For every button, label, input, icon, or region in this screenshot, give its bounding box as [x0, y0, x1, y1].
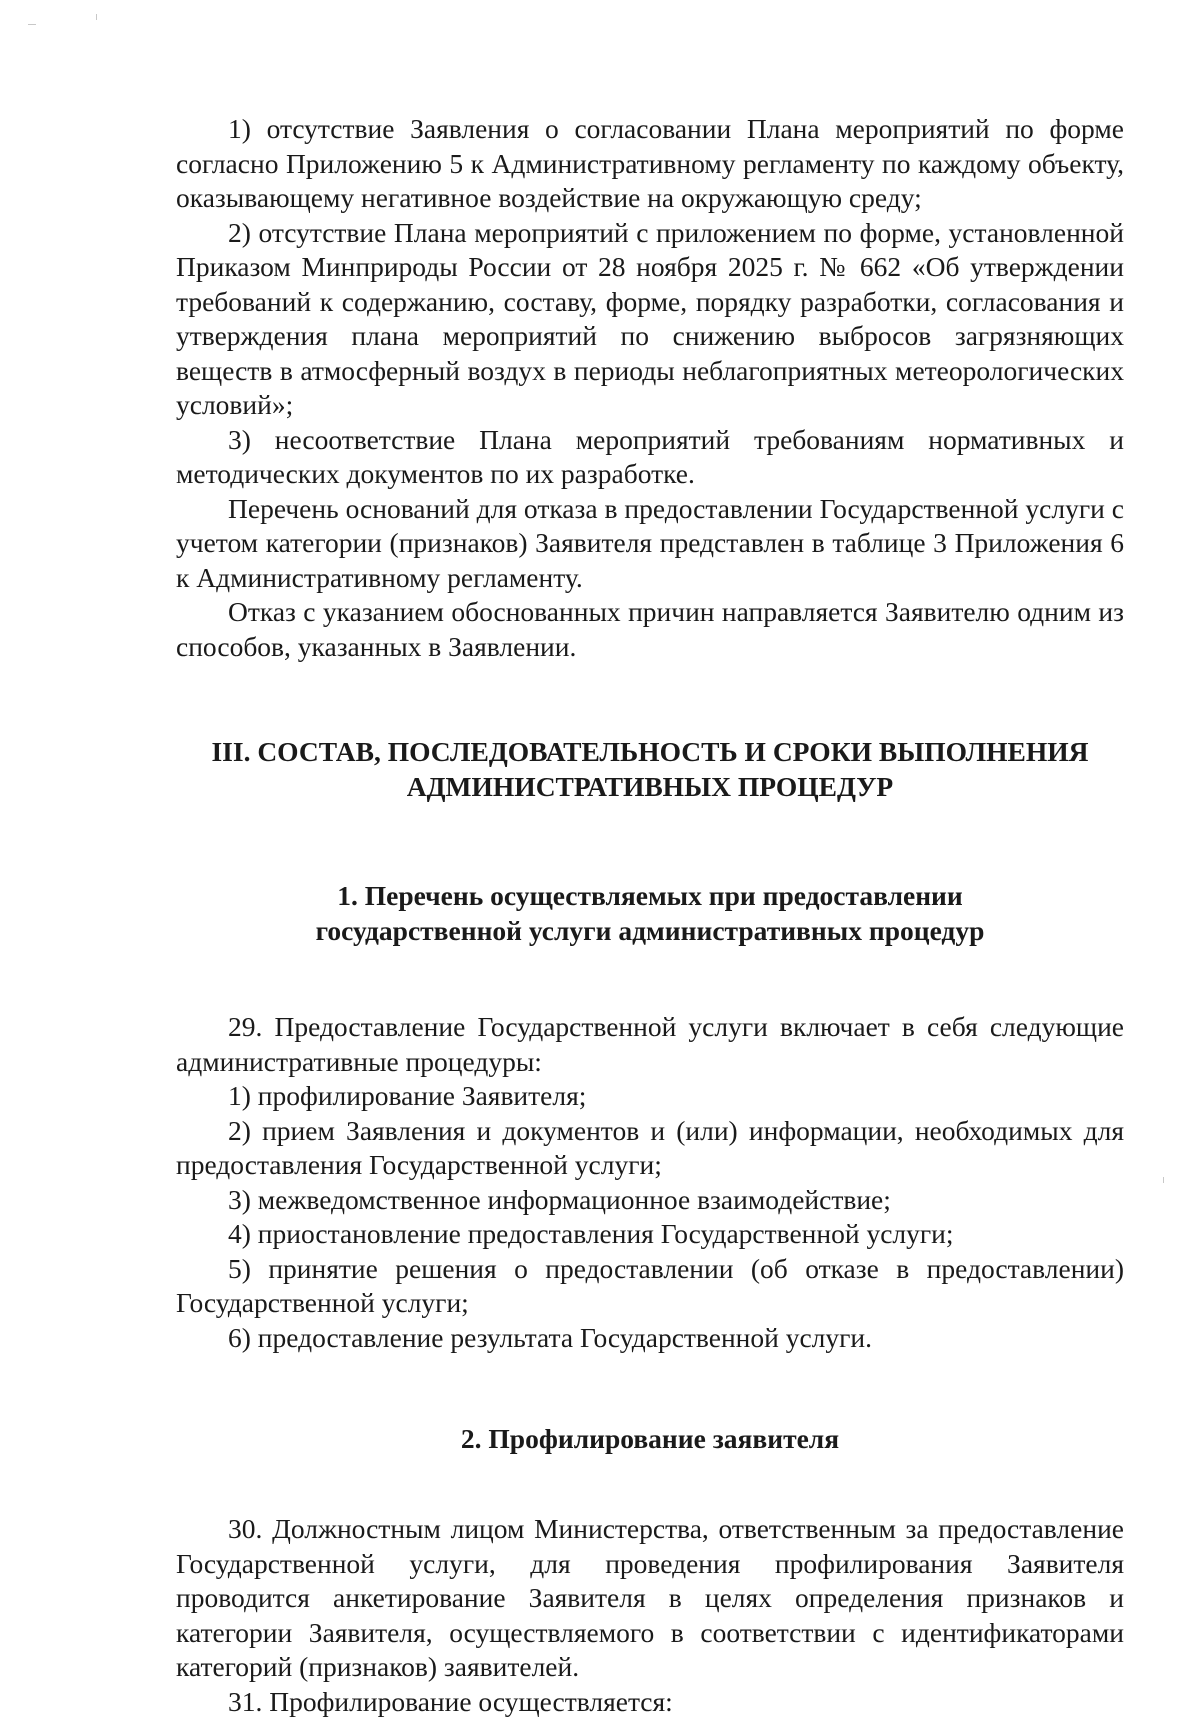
- spacer: [176, 1355, 1124, 1421]
- list-item: 2) прием Заявления и документов и (или) информации, необходимых для предоставления Государственной услуги;: [176, 1114, 1124, 1183]
- spacer: [176, 1456, 1124, 1512]
- document-body: [176, 112, 1124, 1719]
- spacer: [176, 804, 1124, 878]
- scan-artifact: [1163, 1177, 1164, 1183]
- list-item: 5) принятие решения о предоставлении (об отказе в предоставлении) Государственной услуги;: [176, 1252, 1124, 1321]
- subsection-heading: [176, 1421, 1124, 1456]
- list-item: 3) межведомственное информационное взаимодействие;: [176, 1183, 1124, 1218]
- section-heading: [176, 734, 1124, 804]
- scan-artifact: [28, 24, 36, 25]
- subsection-heading-line: 2. Профилирование заявителя: [176, 1421, 1124, 1456]
- paragraph: 30. Должностным лицом Министерства, ответственным за предоставление Государственной услуги, для проведения профилирования Заявителя проводится анкетирование Заявителя в целях определения признаков и категории Заявителя, осуществляемого в соответствии с идентификаторами категорий (признаков) заявителей.: [176, 1512, 1124, 1685]
- subsection-heading-line: государственной услуги административных процедур: [176, 913, 1124, 948]
- list-item: 4) приостановление предоставления Государственной услуги;: [176, 1217, 1124, 1252]
- subsection-heading-line: 1. Перечень осуществляемых при предоставлении: [176, 878, 1124, 913]
- paragraph: 29. Предоставление Государственной услуги включает в себя следующие административные процедуры:: [176, 1010, 1124, 1079]
- paragraph: 31. Профилирование осуществляется:: [176, 1685, 1124, 1719]
- spacer: [176, 948, 1124, 1010]
- paragraph: Отказ с указанием обоснованных причин направляется Заявителю одним из способов, указанных в Заявлении.: [176, 595, 1124, 664]
- scan-artifact: [96, 14, 97, 20]
- list-item: 1) профилирование Заявителя;: [176, 1079, 1124, 1114]
- section-heading-line: III. СОСТАВ, ПОСЛЕДОВАТЕЛЬНОСТЬ И СРОКИ ВЫПОЛНЕНИЯ: [176, 734, 1124, 769]
- list-item: 6) предоставление результата Государственной услуги.: [176, 1321, 1124, 1356]
- list-item: 2) отсутствие Плана мероприятий с приложением по форме, установленной Приказом Минприроды России от 28 ноября 2025 г. № 662 «Об утверждении требований к содержанию, составу, форме, порядку разработки, согласования и утверждения плана мероприятий по снижению выбросов загрязняющих веществ в атмосферный воздух в периоды неблагоприятных метеорологических условий»;: [176, 216, 1124, 423]
- list-item: 3) несоответствие Плана мероприятий требованиям нормативных и методических документов по их разработке.: [176, 423, 1124, 492]
- section-heading-line: АДМИНИСТРАТИВНЫХ ПРОЦЕДУР: [176, 769, 1124, 804]
- subsection-heading: [176, 878, 1124, 948]
- list-item: 1) отсутствие Заявления о согласовании Плана мероприятий по форме согласно Приложению 5 к Административному регламенту по каждому объекту, оказывающему негативное воздействие на окружающую среду;: [176, 112, 1124, 216]
- spacer: [176, 664, 1124, 734]
- paragraph: Перечень оснований для отказа в предоставлении Государственной услуги с учетом категории (признаков) Заявителя представлен в таблице 3 Приложения 6 к Административному регламенту.: [176, 492, 1124, 596]
